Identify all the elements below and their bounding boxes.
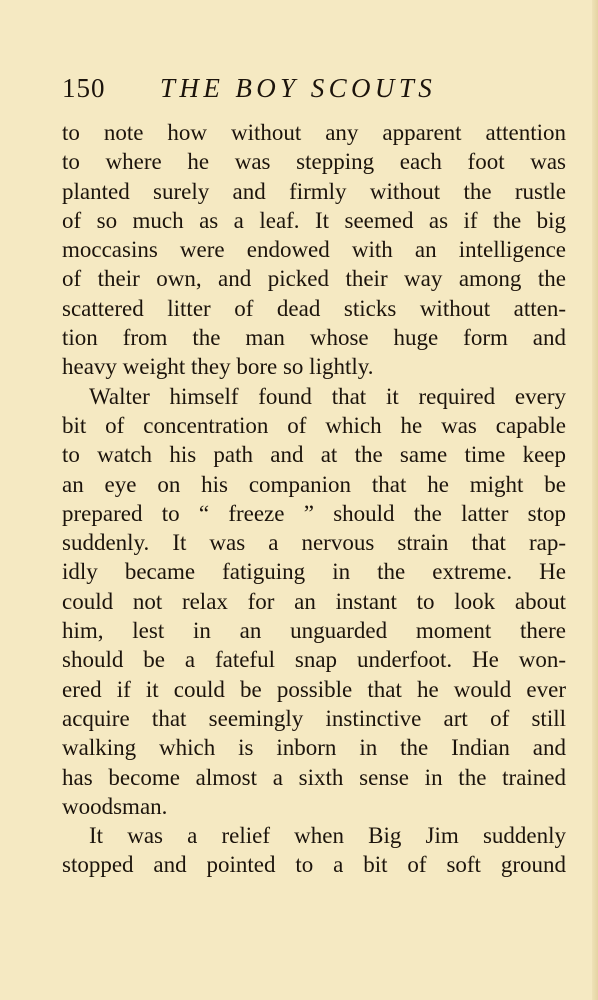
text-line: should be a fateful snap underfoot. He won-: [62, 647, 566, 673]
text-line: bit of concentration of which he was capable: [62, 412, 566, 438]
text-line: acquire that seemingly instinctive art of still: [62, 705, 566, 731]
text-line: could not relax for an instant to look about: [62, 588, 566, 614]
page-edge: [592, 0, 598, 1000]
text-line: scattered litter of dead sticks without atten-: [62, 295, 566, 321]
text-line: to watch his path and at the same time keep: [62, 442, 566, 468]
paragraph-start-line: Walter himself found that it required every: [89, 383, 566, 409]
paragraph-end-line: woodsman.: [62, 793, 168, 819]
text-line: has become almost a sixth sense in the trained: [62, 764, 566, 790]
text-line: of so much as a leaf. It seemed as if the big: [62, 207, 566, 233]
text-line: idly became fatiguing in the extreme. He: [62, 559, 566, 585]
text-line: stopped and pointed to a bit of soft ground: [62, 852, 566, 878]
text-line: to note how without any apparent attention: [62, 120, 566, 145]
text-line: to where he was stepping each foot was: [62, 149, 566, 175]
body-text: [62, 118, 566, 880]
text-line: planted surely and firmly without the rustle: [62, 178, 566, 204]
text-line: an eye on his companion that he might be: [62, 471, 566, 497]
text-line: ered if it could be possible that he would ever: [62, 676, 566, 702]
running-head: [62, 70, 568, 106]
page-number: 150: [62, 73, 106, 103]
text-line: of their own, and picked their way among the: [62, 266, 566, 292]
text-line: him, lest in an unguarded moment there: [62, 618, 566, 644]
text-line: walking which is inborn in the Indian and: [62, 735, 566, 761]
paragraph-end-line: heavy weight they bore so lightly.: [62, 354, 374, 380]
text-line: prepared to “ freeze ” should the latter stop: [62, 500, 566, 526]
text-line: suddenly. It was a nervous strain that rap-: [62, 530, 566, 556]
running-title: THE BOY SCOUTS: [160, 73, 437, 103]
text-line: tion from the man whose huge form and: [62, 325, 566, 351]
text-line: moccasins were endowed with an intelligence: [62, 237, 566, 263]
paragraph-start-line: It was a relief when Big Jim suddenly: [89, 823, 566, 849]
